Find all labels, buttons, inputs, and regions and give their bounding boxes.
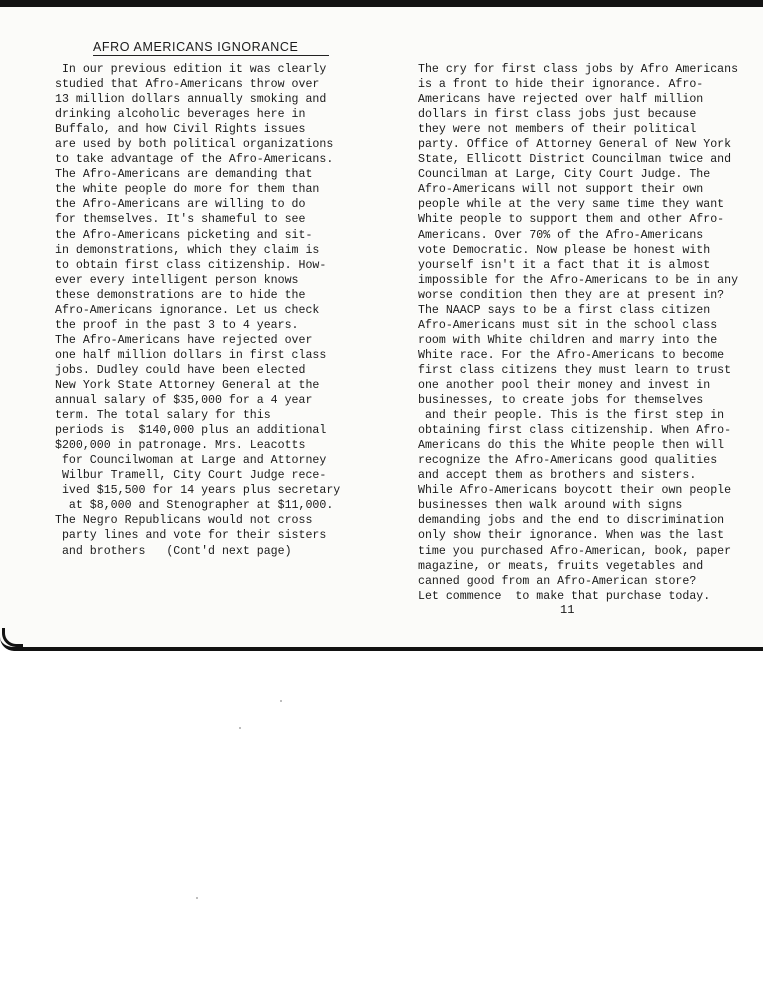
text-line: party. Office of Attorney General of New York [418,138,732,152]
text-line: White race. For the Afro-Americans to become [418,348,725,362]
text-line: studied that Afro-Americans throw over [55,78,320,92]
page-number: 11 [560,603,575,617]
text-line: The Afro-Americans are demanding that [55,168,313,182]
text-line: canned good from an Afro-American store? [418,574,697,588]
text-line: jobs. Dudley could have been elected [55,363,306,377]
text-line: Afro-Americans will not support their own [418,183,704,197]
text-line: to take advantage of the Afro-Americans. [55,153,334,167]
text-line: State, Ellicott District Councilman twice and [418,153,732,167]
text-line: Wilbur Tramell, City Court Judge rece- [55,469,327,483]
text-line: room with White children and marry into the [418,333,718,347]
text-line: periods is $140,000 plus an additional [55,424,327,438]
text-line: in demonstrations, which they claim is [55,243,320,257]
text-line: worse condition then they are at present in? [418,288,725,302]
text-line: and brothers (Cont'd next page) [55,544,292,558]
text-line: and accept them as brothers and sisters. [418,469,697,483]
text-line: people while at the very same time they want [418,198,725,212]
scan-speck [196,897,198,899]
text-line: term. The total salary for this [55,409,271,423]
text-line: is a front to hide their ignorance. Afro- [418,78,704,92]
left-column [55,62,340,559]
text-line: The Negro Republicans would not cross [55,514,313,528]
text-line: The NAACP says to be a first class citizen [418,303,711,317]
text-line: New York State Attorney General at the [55,378,320,392]
text-line: yourself isn't it a fact that it is almost [418,258,711,272]
text-line: drinking alcoholic beverages here in [55,108,306,122]
text-line: first class citizens they must learn to trust [418,363,732,377]
text-line: the proof in the past 3 to 4 years. [55,318,299,332]
text-line: Let commence to make that purchase today. [418,589,711,603]
text-line: businesses then walk around with signs [418,499,683,513]
text-line: for themselves. It's shameful to see [55,213,306,227]
text-line: they were not members of their political [418,123,697,137]
text-line: ived $15,500 for 14 years plus secretary [55,484,341,498]
text-line: and their people. This is the first step in [418,409,725,423]
text-line: are used by both political organizations [55,138,334,152]
text-line: Councilman at Large, City Court Judge. The [418,168,711,182]
text-line: $200,000 in patronage. Mrs. Leacotts [55,439,306,453]
text-line: While Afro-Americans boycott their own people [418,484,732,498]
scan-speck [239,727,241,729]
text-line: the Afro-Americans are willing to do [55,198,306,212]
text-line: ever every intelligent person knows [55,273,299,287]
text-line: time you purchased Afro-American, book, paper [418,544,732,558]
article-title: AFRO AMERICANS IGNORANCE [93,40,329,56]
text-line: Americans do this the White people then will [418,439,725,453]
text-line: at $8,000 and Stenographer at $11,000. [55,499,334,513]
text-line: vote Democratic. Now please be honest with [418,243,711,257]
text-line: annual salary of $35,000 for a 4 year [55,394,313,408]
scan-speck [280,700,282,702]
text-line: only show their ignorance. When was the last [418,529,725,543]
text-line: recognize the Afro-Americans good qualities [418,454,718,468]
text-line: one another pool their money and invest in [418,378,711,392]
text-line: Americans. Over 70% of the Afro-Americans [418,228,704,242]
text-line: dollars in first class jobs just because [418,108,697,122]
text-line: In our previous edition it was clearly [55,63,327,76]
text-line: Afro-Americans must sit in the school class [418,318,718,332]
text-line: Buffalo, and how Civil Rights issues [55,123,306,137]
text-line: Afro-Americans ignorance. Let us check [55,303,320,317]
text-line: demanding jobs and the end to discrimination [418,514,725,528]
text-line: businesses, to create jobs for themselves [418,394,704,408]
text-line: magazine, or meats, fruits vegetables and [418,559,704,573]
right-column [418,62,738,604]
text-line: these demonstrations are to hide the [55,288,306,302]
text-line: the white people do more for them than [55,183,320,197]
text-line: to obtain first class citizenship. How- [55,258,327,272]
text-line: Americans have rejected over half million [418,93,704,107]
text-line: The Afro-Americans have rejected over [55,333,313,347]
text-line: White people to support them and other Afro- [418,213,725,227]
text-line: 13 million dollars annually smoking and [55,93,327,107]
text-line: The cry for first class jobs by Afro Americans [418,63,739,76]
text-line: impossible for the Afro-Americans to be in any [418,273,739,287]
text-line: one half million dollars in first class [55,348,327,362]
text-line: for Councilwoman at Large and Attorney [55,454,327,468]
top-border [0,0,763,7]
text-line: obtaining first class citizenship. When Afro- [418,424,732,438]
newsletter-page [0,7,763,651]
text-line: party lines and vote for their sisters [55,529,327,543]
text-line: the Afro-Americans picketing and sit- [55,228,313,242]
